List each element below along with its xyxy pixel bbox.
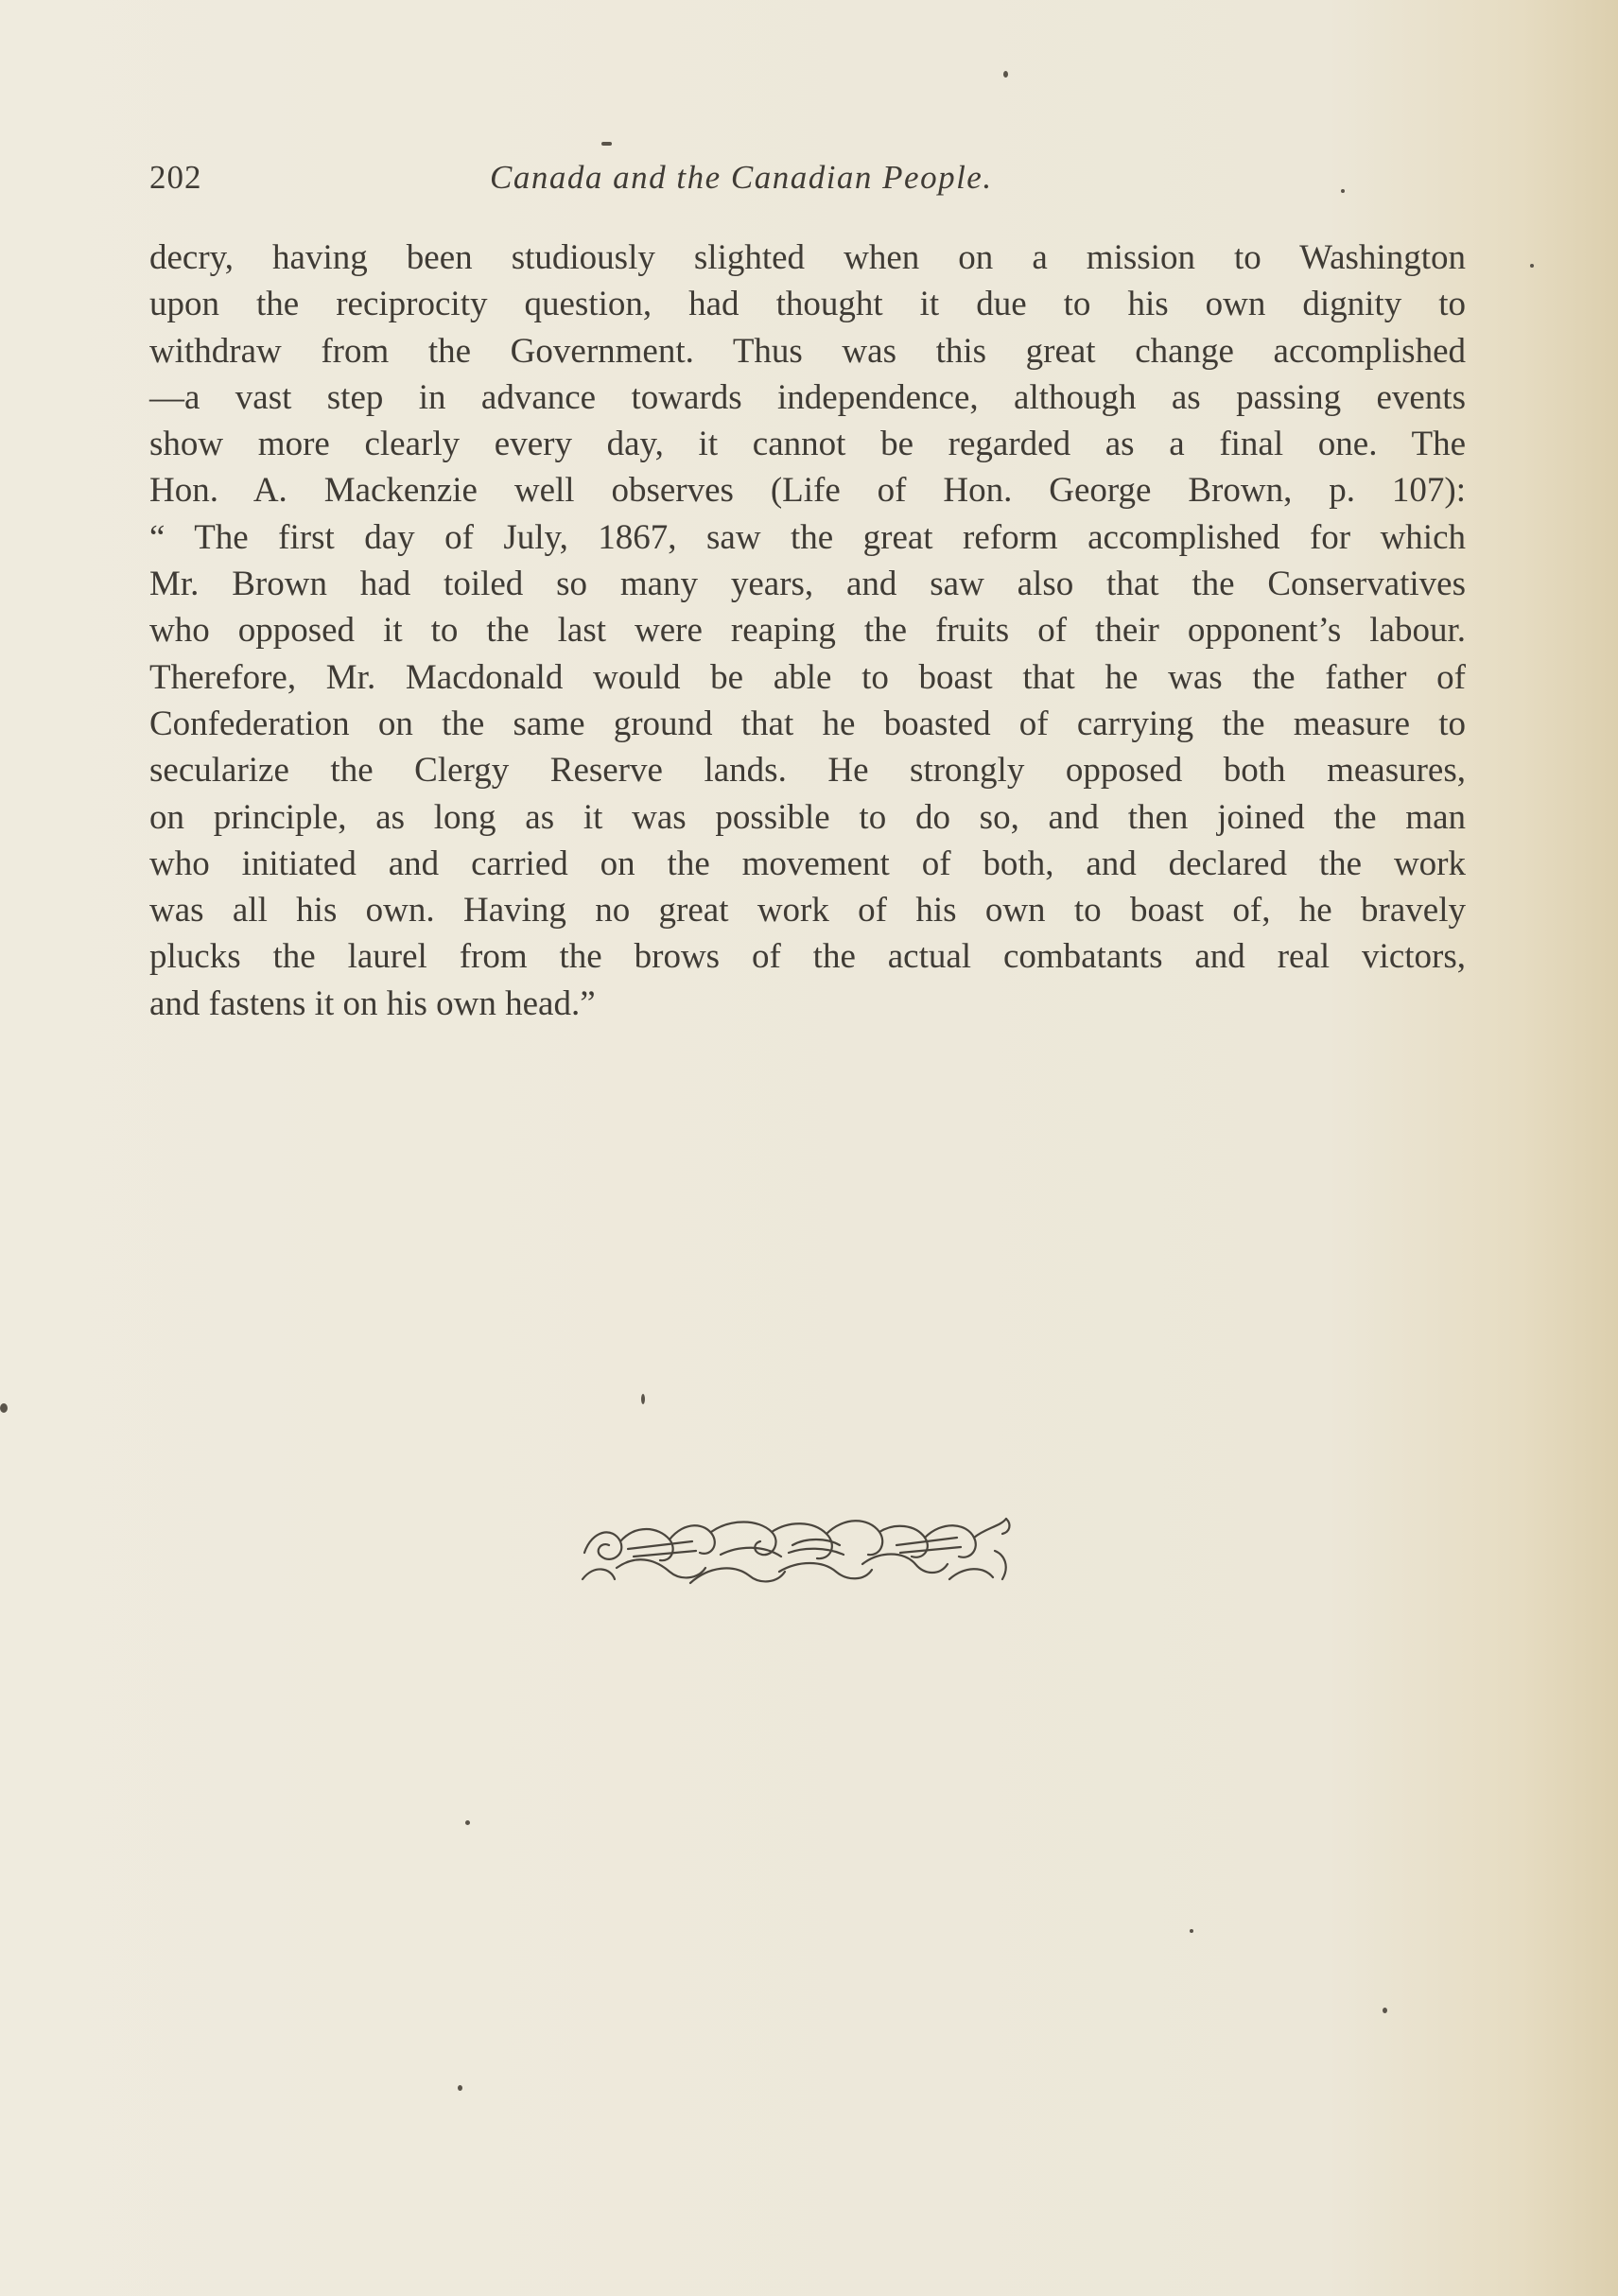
text-line: who initiated and carried on the movement of both, and declared the work: [149, 844, 1466, 883]
text-line: Therefore, Mr. Macdonald would be able to boast that he was the father of: [149, 657, 1466, 697]
paper-speck: [1383, 2008, 1387, 2013]
text-line: plucks the laurel from the brows of the actual combatants and real victors,: [149, 937, 1466, 977]
paper-speck: [0, 1403, 8, 1413]
paper-speck: [1190, 1929, 1193, 1933]
paper-speck: [641, 1394, 645, 1404]
text-line: show more clearly every day, it cannot be regarded as a final one. The: [149, 425, 1466, 464]
text-line: Mr. Brown had toiled so many years, and saw also that the Conservatives: [149, 565, 1466, 604]
paper-speck: [601, 142, 612, 146]
text-line: who opposed it to the last were reaping the fruits of their opponent’s labour.: [149, 611, 1466, 651]
text-line: withdraw from the Government. Thus was this great change accomplished: [149, 331, 1466, 371]
paper-speck: [458, 2085, 462, 2091]
paper-speck: [1530, 264, 1534, 268]
text-line: upon the reciprocity question, had thought it due to his own dignity to: [149, 285, 1466, 324]
text-line: and fastens it on his own head.”: [149, 983, 596, 1023]
text-line: —a vast step in advance towards independence, although as passing events: [149, 377, 1466, 417]
text-line: Hon. A. Mackenzie well observes (Life of Hon. George Brown, p. 107):: [149, 471, 1466, 511]
running-title: Canada and the Canadian People.: [490, 159, 993, 196]
text-line: was all his own. Having no great work of his own to boast of, he bravely: [149, 891, 1466, 931]
decorative-ornament-icon: [579, 1513, 1014, 1589]
paper-speck: [465, 1820, 470, 1825]
body-text: [149, 235, 1466, 1027]
text-line: decry, having been studiously slighted when on a mission to Washington: [149, 238, 1466, 277]
paper-speck: [1003, 71, 1008, 78]
text-line: secularize the Clergy Reserve lands. He strongly opposed both measures,: [149, 751, 1466, 791]
page-header: [149, 159, 1464, 206]
page-number: 202: [149, 159, 202, 196]
text-line: “ The first day of July, 1867, saw the great reform accomplished for which: [149, 517, 1466, 557]
text-line: on principle, as long as it was possible to do so, and then joined the man: [149, 797, 1466, 837]
text-line: Confederation on the same ground that he boasted of carrying the measure to: [149, 704, 1466, 743]
paper-speck: [1341, 189, 1345, 193]
